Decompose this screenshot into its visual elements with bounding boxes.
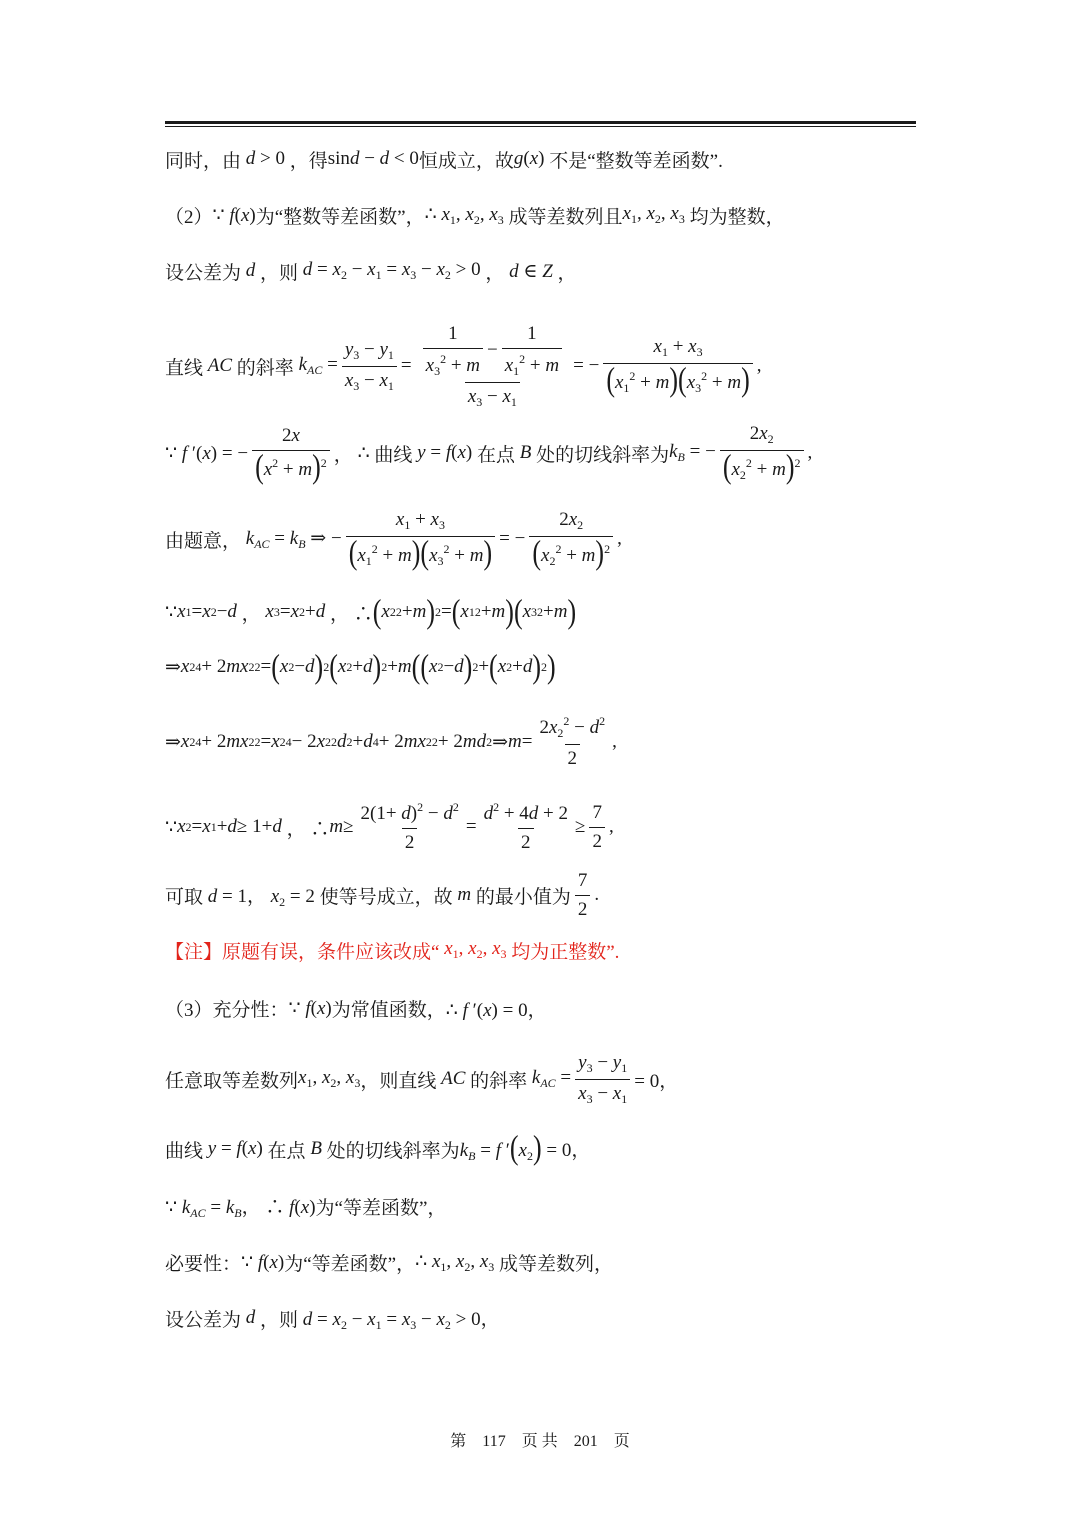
text: 同时，由 (165, 150, 242, 172)
text: 曲线 (374, 444, 413, 466)
math: $k_B$ = − (669, 441, 716, 464)
math: ∵ f(x) (212, 204, 256, 226)
text: 曲线 (165, 1140, 204, 1162)
text: ，则 (260, 1309, 299, 1331)
math: d (245, 1307, 256, 1328)
footer-post: 页 (613, 1433, 630, 1450)
fraction: $\frac{2x_2^2 - d^2}{2}$ (539, 714, 606, 769)
text: 直线 (165, 357, 204, 379)
math: ∴ $x_1$, $x_2$, $x_3$ (424, 203, 504, 227)
text-line-3 (165, 258, 930, 284)
text-line-5: ∵ f ′(x) = − $\frac{2x}{(x^2 + m)^2}$ ， ∴ 曲线 y = f(x) 在点 B 处的切线斜率为 $k_B$ = − $\frac{2x_2}{(x_2^2 + m)^2}$ , (165, 423, 813, 486)
text: ， (557, 262, 577, 284)
text: 设公差为 (165, 262, 242, 284)
fraction: $\frac{d^2 + 4d + 2}{2}$ (483, 800, 568, 853)
text: 在点 (267, 1140, 306, 1162)
math: d > 0 (245, 148, 290, 169)
text-line-16 (165, 1248, 930, 1276)
footer-pre: 第 (450, 1433, 467, 1450)
page-footer (0, 1428, 1080, 1451)
text-line-7: ∵ x 1 = x 2 − d ， x 3 = x 2 + d ， ∴ ( x 2 2 + m ) 2 = ( x 1 2 + m ) ( x 3 2 + m ) (165, 592, 577, 631)
note-text: 【注】原题有误，条件应该改成“ (165, 941, 440, 963)
math: $k_B = f$ $'(x_2) = 0$， (459, 1128, 591, 1166)
text: 为“等差函数”， (284, 1253, 416, 1275)
math: d ∈ Z (509, 260, 553, 282)
text-line-6: 由题意， $k_{AC} = k_B$ ⇒ − $\frac{x_1 + x_3}{(x_1^2 + m)(x_3^2 + m)}$ = − $\frac{2x_2}{(x_2^2 + m)^2}$ , (165, 509, 622, 572)
math: $x_1$, $x_2$, $x_3$ (622, 203, 685, 226)
text-line-1 (165, 146, 930, 172)
text: 成等差数列， (499, 1253, 614, 1275)
math: ∴ (352, 442, 375, 464)
text: 的最小值为 (475, 886, 571, 908)
text: ，则 (260, 262, 299, 284)
fraction: $\frac{2x_2}{(x_2^2 + m)^2}$ (720, 423, 804, 483)
footer-mid: 页 共 (521, 1433, 558, 1450)
fraction: $\frac{2x}{(x^2 + m)^2}$ (252, 425, 330, 481)
math: sind − d < 0 (327, 148, 419, 169)
text-line-15 (165, 1192, 930, 1220)
text: 由题意， (165, 530, 242, 552)
text-line-17 (165, 1304, 930, 1332)
text: 可取 (165, 886, 204, 908)
text: 在点 (476, 444, 515, 466)
math: $k_{AC}$ = (298, 354, 338, 377)
math: B (519, 442, 532, 463)
fraction: $\frac{x_1 + x_3}{(x_1^2 + m)(x_3^2 + m)}$ (346, 509, 495, 569)
fraction: $\frac{x_1 + x_3}{(x_1^2 + m)(x_3^2 + m)}$ (603, 336, 752, 396)
math: ∵ f ′(x) = − (165, 442, 249, 464)
math: m (457, 884, 472, 905)
header-rule-thick (165, 121, 916, 124)
text-line-9: ⇒ x 2 4 + 2 mx 2 2 = x 2 4 − 2 x 2 2 d 2 + d 4 + 2 mx 2 2 + 2 md 2 ⇒ m = $\frac{2x_2^2 - d^2}{2}$ , (165, 714, 617, 769)
text: ，得 (289, 150, 328, 172)
text: 的斜率 (236, 357, 294, 379)
text-line-10: ∵ x 2 = x 1 + d ≥ 1+ d ， ∴ m ≥ $\frac{2(1+ d)^2 - d^2}{2}$ = $\frac{d^2 + 4d + 2}{2}$ ≥ $\frac{7}{2}$ , (165, 800, 614, 853)
text: （3）充分性： (165, 999, 289, 1021)
math: AC (441, 1068, 466, 1089)
text: 均为整数， (689, 206, 785, 228)
fraction: $\frac{2(1+ d)^2 - d^2}{2}$ (360, 800, 459, 853)
text: 为“等差函数”， (315, 1197, 447, 1219)
math: $k_{AC} = k_B$ ⇒ − (245, 527, 342, 551)
text: 使等号成立，故 (319, 886, 453, 908)
math: ∴ $x_1$, $x_2$, $x_3$ (415, 1250, 495, 1274)
math: $d = x_2 - x_1 = x_3 - x_2 > 0$ (302, 259, 486, 282)
math: d (245, 260, 256, 281)
text: 为常值函数， (331, 999, 446, 1021)
math: d = 1， $x_2 = 2$ (207, 885, 320, 909)
fraction: $\frac{y_3 - y_1}{x_3 - x_1}$ (575, 1052, 630, 1107)
math: $d = x_2 - x_1 = x_3 - x_2 > 0$， (302, 1308, 500, 1332)
math: ∵ f(x) (241, 1251, 285, 1273)
math: y = f(x) (207, 1138, 268, 1159)
note-line (165, 936, 930, 964)
text: 成等差数列且 (508, 206, 623, 228)
note-text: 均为正整数”. (511, 941, 620, 963)
text-line-13: 任意取等差数列 $x_1$, $x_2$, $x_3$ ，则直线 AC 的斜率 $k_{AC}$ = $\frac{y_3 - y_1}{x_3 - x_1}$ = 0， (165, 1051, 679, 1106)
math: ∵ f(x) (288, 997, 332, 1019)
footer-total-pages: 201 (573, 1433, 598, 1450)
text-line-4: 直线 AC 的斜率 $k_{AC}$ = $\frac{y_3 - y_1}{x_3 - x_1}$ = $\frac{1}{x_3^2 + m}$ − $\frac{1}{x_1^2 + m}$ $x_3 - x_1$ = − $\frac{x_1 + x_3}{(x_1^2 + m)(x_3^2 + m)}$ , (165, 322, 762, 409)
fraction: $\frac{2x_2}{(x_2^2 + m)^2}$ (529, 509, 613, 569)
text: （2） (165, 206, 213, 228)
text: 设公差为 (165, 1309, 242, 1331)
footer-page-number: 117 (482, 1433, 506, 1450)
text: ， (485, 262, 505, 284)
text: 必要性： (165, 1253, 242, 1275)
math: ∵ $k_{AC} = k_B$， ∴ f(x) (165, 1196, 316, 1220)
math: ∴ f ′(x) = 0， (445, 999, 547, 1021)
math: $k_{AC}$ = (531, 1067, 572, 1090)
fraction: $\frac{1}{x_3^2 + m}$ − $\frac{1}{x_1^2 + m}$ $x_3 - x_1$ (416, 323, 570, 410)
math: $x_1$, $x_2$, $x_3$ (298, 1067, 361, 1090)
math: g(x) (513, 148, 550, 169)
fraction: $\frac{7}{2}$ (589, 802, 605, 853)
text: 任意取等差数列 (165, 1070, 299, 1092)
text-line-12 (165, 994, 930, 1022)
text-line-14 (165, 1128, 930, 1166)
text: 处的切线斜率为 (536, 444, 670, 466)
text: 恒成立，故 (418, 150, 514, 172)
text: 处的切线斜率为 (326, 1140, 460, 1162)
fraction: $\frac{y_3 - y_1}{x_3 - x_1}$ (342, 339, 397, 394)
math: y = f(x) (417, 442, 477, 463)
text: 不是“整数等差函数”. (549, 150, 723, 172)
text-line-2 (165, 202, 930, 228)
text: ， (333, 444, 353, 466)
math: B (310, 1138, 322, 1159)
text: ，则直线 (360, 1070, 437, 1092)
fraction: $\frac{7}{2}$ (575, 870, 591, 921)
text: 为“整数等差函数”， (255, 206, 425, 228)
text-line-11: 可取 d = 1， $x_2 = 2$ 使等号成立，故 m 的最小值为 $\frac{7}{2}$ . (165, 869, 600, 920)
header-rule-thin (165, 126, 916, 127)
text-line-8: ⇒ x 2 4 + 2 mx 2 2 = ( x 2 − d ) 2 ( x 2 + d ) 2 + m ( ( x 2 − d ) 2 + ( x 2 + d ) 2 ) (165, 647, 556, 686)
text: 的斜率 (470, 1070, 528, 1092)
math: AC (207, 355, 233, 376)
math: $x_1$, $x_2$, $x_3$ (444, 938, 507, 961)
